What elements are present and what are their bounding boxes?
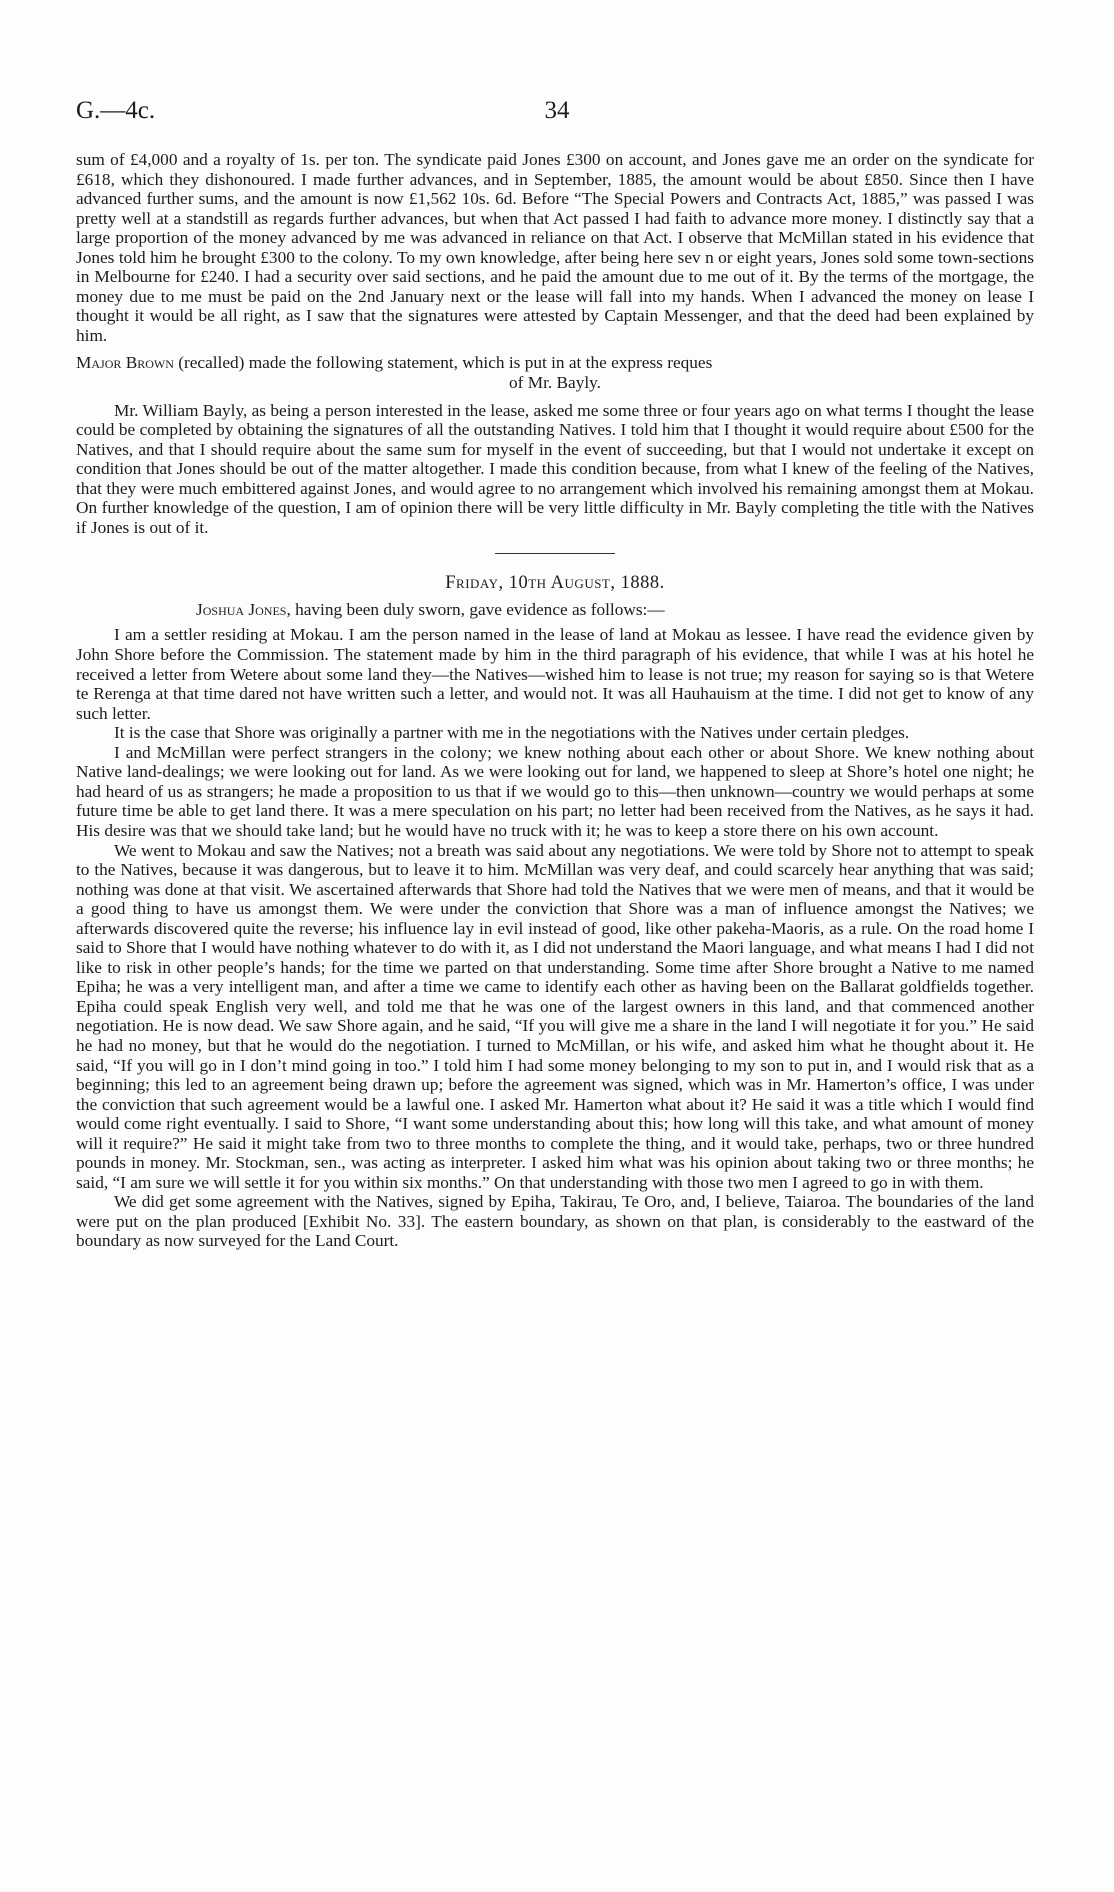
paragraph-continuation: sum of £4,000 and a royalty of 1s. per ton. The syndicate paid Jones £300 on account, and Jones gave me an order on the syndicate for £618, which they dishonoured. I made further advances, and in September, 1885, the amount would be about £850. Since then I have advanced further sums, and the amount is now £1,562 10s. 6d. Before “The Special Powers and Contracts Act, 1885,” was passed I was pretty well at a standstill as regards further advances, but when that Act passed I had faith to advance more money. I distinctly say that a large proportion of the money advanced by me was advanced in reliance on that Act. I observe that McMillan stated in his evidence that Jones told him he brought £300 to the colony. To my own knowledge, after being here sev n or eight years, Jones sold some town-sections in Melbourne for £240. I had a security over said sections, and he paid the amount due to me out of it. By the terms of the mortgage, the money due to me must be paid on the 2nd January next or the lease will fall into my hands. When I advanced the money on lease I thought it would be all right, as I saw that the signatures were attested by Captain Messenger, and that the deed had been explained by him.	[76, 150, 1034, 345]
paragraph: It is the case that Shore was originally a partner with me in the negotiations with the Natives under certain pledges.	[114, 723, 910, 743]
paragraph: I and McMillan were perfect strangers in the colony; we knew nothing about each other or about Shore. We knew nothing about Native land-dealings; we were looking out for land. As we were looking out for land, we happened to sleep at Shore’s hotel one night; he had heard of us as strangers; he made a proposition to us that if we would go to this—then unknown—country we would perhaps at some future time be able to get land there. It was a mere speculation on his part; no letter had been received from the Natives, as he says it had. His desire was that we should take land; but he would have no truck with it; he was to keep a store there on his own account.	[76, 742, 1034, 840]
page-header	[76, 96, 1038, 126]
sworn-line	[76, 600, 1034, 620]
page-number: 34	[544, 97, 570, 124]
paragraph: Mr. William Bayly, as being a person interested in the lease, asked me some three or four years ago on what terms I thought the lease could be completed by obtaining the signatures of all the outstanding Natives. I told him that I thought it would require about £500 for the Natives, and that I should require about the same sum for myself in the event of succeeding, but that I would not undertake it except on condition that Jones should be out of the matter altogether. I made this condition because, from what I knew of the feeling of the Natives, that they were much embittered against Jones, and would agree to no arrangement which involved his remaining amongst them at Mokau. On further knowledge of the question, I am of opinion there will be very little difficulty in Mr. Bayly completing the title with the Natives if Jones is out of it.	[76, 400, 1034, 537]
paragraph: We did get some agreement with the Natives, signed by Epiha, Takirau, Te Oro, and, I believe, Taiaroa. The boundaries of the land were put on the plan produced [Exhibit No. 33]. The eastern boundary, as shown on that plan, is considerably to the eastward of the boundary as now surveyed for the Land Court.	[76, 1192, 1034, 1251]
document-body	[76, 150, 1034, 1251]
sworn-text: , having been duly sworn, gave evidence as follows:—	[286, 599, 665, 619]
statement-intro-continued: of Mr. Bayly.	[509, 373, 601, 393]
witness-name: Joshua Jones	[196, 599, 287, 619]
paragraph: We went to Mokau and saw the Natives; not a breath was said about any negotiations. We were told by Shore not to attempt to speak to the Natives, because it was dangerous, but to leave it to him. McMillan was very deaf, and could scarcely hear anything that was said; nothing was done at that visit. We ascertained afterwards that Shore had told the Natives that we were men of means, and that it would be a good thing to have us amongst them. We were under the conviction that Shore was a man of influence amongst the Natives; we afterwards discovered quite the reverse; his influence lay in evil instead of good, like other pakeha-Maoris, as a rule. On the road home I said to Shore that I would have nothing whatever to do with it, as I did not understand the Maori language, and what means I had I did not like to risk in other people’s hands; for the time we parted on that understanding. Some time after Shore brought a Native to me named Epiha; he was a very intelligent man, and after a time we came to identify each other as having been on the Ballarat goldfields together. Epiha could speak English very well, and told me that he was one of the largest owners in this land, and that commenced another negotiation. He is now dead. We saw Shore again, and he said, “If you will give me a share in the land I will negotiate it for you.” He said he had no money, but that he would do the negotiation. I turned to McMillan, or his wife, and asked him what he thought about it. He said, “If you will go in I don’t mind going in too.” I told him I had some money belonging to my son to put in, and I would risk that as a beginning; this led to an agreement being drawn up; before the agreement was signed, which was in Mr. Hamerton’s office, I was under the conviction that such agreement would be a lawful one. I asked Mr. Hamerton what about it? He said it was a title which I would find would come right eventually. I said to Shore, “I want some understanding about this; how long will this take, and what amount of money will it require?” He said it might take from two to three months to complete the thing, and it would take, perhaps, two or three hundred pounds in money. Mr. Stockman, sen., was acting as interpreter. I asked him what was his opinion about taking two or three months; he said, “I am sure we will settle it for you within six months.” On that understanding with those two men I agreed to go in with them.	[76, 840, 1034, 1192]
paragraph: I am a settler residing at Mokau. I am the person named in the lease of land at Mokau as lessee. I have read the evidence given by John Shore before the Commission. The statement made by him in the third paragraph of his evidence, that while I was at his hotel he received a letter from Wetere about some land they—the Natives—wished him to lease is not true; my reason for saying so is that Wetere te Rerenga at that time dared not have written such a letter, and would not. It was all Hauhauism at the time. I did not get to know of any such letter.	[76, 625, 1034, 723]
section-divider	[495, 553, 615, 554]
document-reference: G.—4c.	[76, 97, 156, 124]
witness-name: Major Brown	[76, 353, 174, 373]
statement-intro	[76, 353, 1034, 373]
session-date: Friday, 10th August, 1888.	[445, 573, 665, 594]
statement-intro-text: (recalled) made the following statement, which is put in at the express reques	[178, 353, 713, 373]
